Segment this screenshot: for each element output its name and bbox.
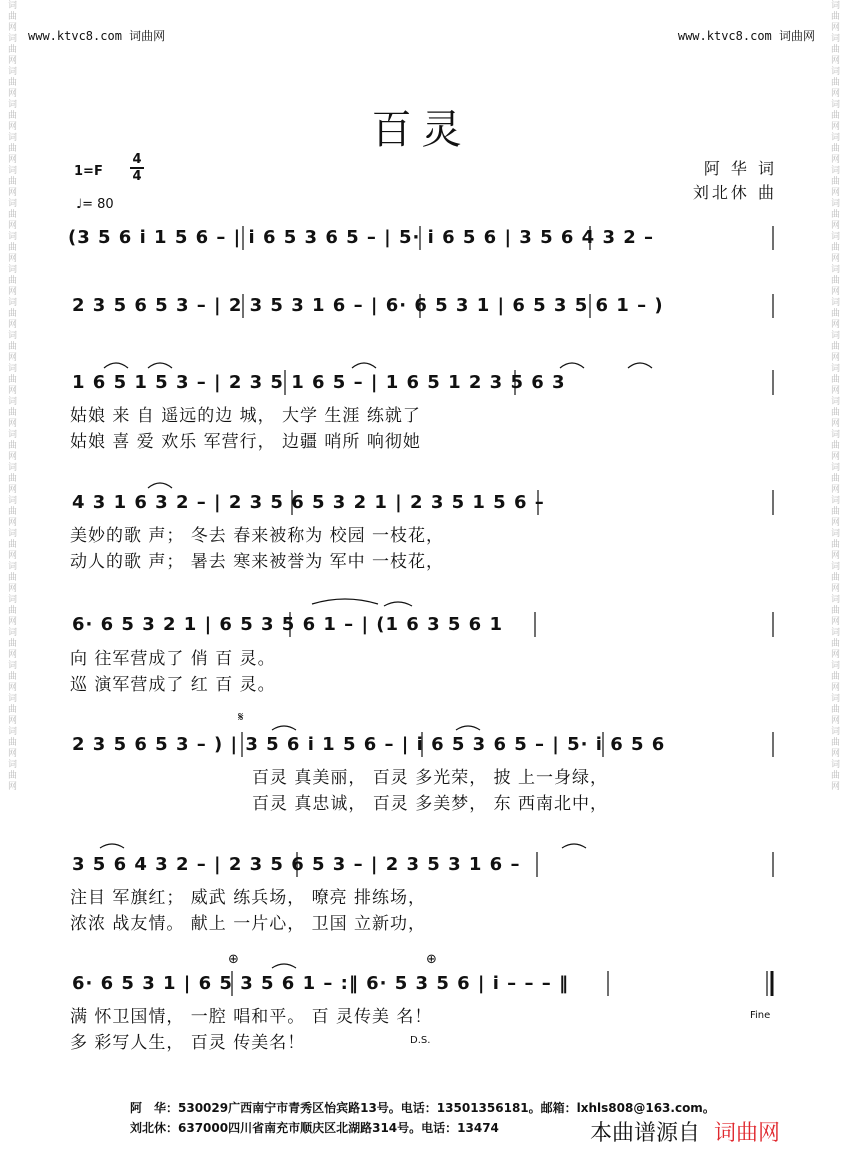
lyricist-credit: 阿 华 词 — [703, 159, 777, 178]
time-bottom: 4 — [132, 169, 142, 184]
coda-sign-1: ⊕ — [228, 952, 239, 967]
notation-system-2: 2 3 5 6 5 3 – | 2 3 5 3 1 6 – | 6· 6 5 3 1 | 6 5 3 5 6 1 – ) — [72, 295, 664, 316]
site-url-left[interactable]: www.ktvc8.com 词曲网 — [28, 29, 166, 43]
key-signature: 1=F — [74, 164, 103, 179]
coda-sign-2: ⊕ — [426, 952, 437, 967]
notation-system-5: 6· 6 5 3 2 1 | 6 5 3 5 6 1 – | (1 6 3 5 6 1 — [72, 614, 503, 635]
lyric-system-8-verse-1: 满 怀卫国情， 一腔 唱和平。 百 灵传美 名！ — [70, 1007, 433, 1027]
lyric-system-6-verse-1: 百灵 真美丽， 百灵 多光荣， 披 上一身绿， — [252, 768, 609, 788]
notation-system-3: 1 6 5 1 5 3 – | 2 3 5 1 6 5 – | 1 6 5 1 2 3 5 6 3 — [72, 372, 566, 393]
notation-system-1: (3 5 6 i 1 5 6 – | i 6 5 3 6 5 – | 5· i 6 5 6 | 3 5 6 4 3 2 – — [68, 227, 655, 248]
footer-brand[interactable] — [590, 1116, 780, 1147]
lyric-system-3-verse-2: 姑娘 喜 爱 欢乐 军营行， 边疆 哨所 响彻她 — [70, 432, 421, 452]
composer-credit: 刘北休 曲 — [692, 183, 777, 202]
notation-system-7: 3 5 6 4 3 2 – | 2 3 5 6 5 3 – | 2 3 5 3 1 6 – — [72, 854, 521, 875]
fine-marking: Fine — [750, 1010, 771, 1021]
lyric-system-7-verse-2: 浓浓 战友情。 献上 一片心， 卫国 立新功， — [70, 914, 427, 934]
site-url-right[interactable]: www.ktvc8.com 词曲网 — [677, 29, 815, 43]
footer-brand-site[interactable]: 词曲网 — [714, 1121, 781, 1146]
footer-contact-composer: 刘北休：637000四川省南充市顺庆区北湖路314号。电话：13474 — [130, 1121, 499, 1135]
ds-marking: D.S. — [410, 1035, 431, 1046]
notation-system-4: 4 3 1 6 3 2 – | 2 3 5 6 5 3 2 1 | 2 3 5 1 5 6 – — [72, 492, 545, 513]
lyric-system-4-verse-2: 动人的歌 声； 暑去 寒来被誉为 军中 一枝花， — [70, 552, 445, 572]
right-watermark: 词曲网词曲网词曲网词曲网词曲网词曲网词曲网词曲网词曲网词曲网词曲网词曲网词曲网词曲网词曲网词曲网词曲网词曲网词曲网词曲网词曲网词曲网词曲网词曲网 — [829, 0, 839, 792]
song-title: 百灵 — [371, 107, 472, 153]
left-watermark: 词曲网词曲网词曲网词曲网词曲网词曲网词曲网词曲网词曲网词曲网词曲网词曲网词曲网词曲网词曲网词曲网词曲网词曲网词曲网词曲网词曲网词曲网词曲网词曲网 — [6, 0, 16, 792]
lyric-system-5-verse-1: 向 往军营成了 俏 百 灵。 — [70, 649, 276, 669]
lyric-system-5-verse-2: 巡 演军营成了 红 百 灵。 — [70, 675, 276, 695]
segno-sign: 𝄋 — [238, 710, 244, 725]
lyric-system-6-verse-2: 百灵 真忠诚， 百灵 多美梦， 东 西南北中， — [252, 794, 609, 814]
notation-system-8: 6· 6 5 3 1 | 6 5 3 5 6 1 – :‖ 6· 5 3 5 6 | i – – – ‖ — [72, 973, 569, 994]
lyric-system-3-verse-1: 姑娘 来 自 遥远的边 城， 大学 生涯 练就了 — [70, 406, 421, 426]
tempo-marking: ♩= 80 — [76, 197, 114, 212]
lyric-system-8-verse-2: 多 彩写人生， 百灵 传美名！ — [70, 1033, 306, 1053]
lyric-system-7-verse-1: 注目 军旗红； 威武 练兵场， 嘹亮 排练场， — [70, 888, 427, 908]
footer-contact-lyricist: 阿 华：530029广西南宁市青秀区怡宾路13号。电话：13501356181。邮箱：lxhls808@163.com。 — [130, 1101, 715, 1115]
time-signature — [130, 152, 144, 185]
time-top: 4 — [130, 152, 144, 169]
notation-system-6: 2 3 5 6 5 3 – ) | 3 5 6 i 1 5 6 – | i 6 5 3 6 5 – | 5· i 6 5 6 — [72, 734, 666, 755]
footer-brand-source: 本曲谱源自 — [590, 1121, 701, 1146]
lyric-system-4-verse-1: 美妙的歌 声； 冬去 春来被称为 校园 一枝花， — [70, 526, 445, 546]
